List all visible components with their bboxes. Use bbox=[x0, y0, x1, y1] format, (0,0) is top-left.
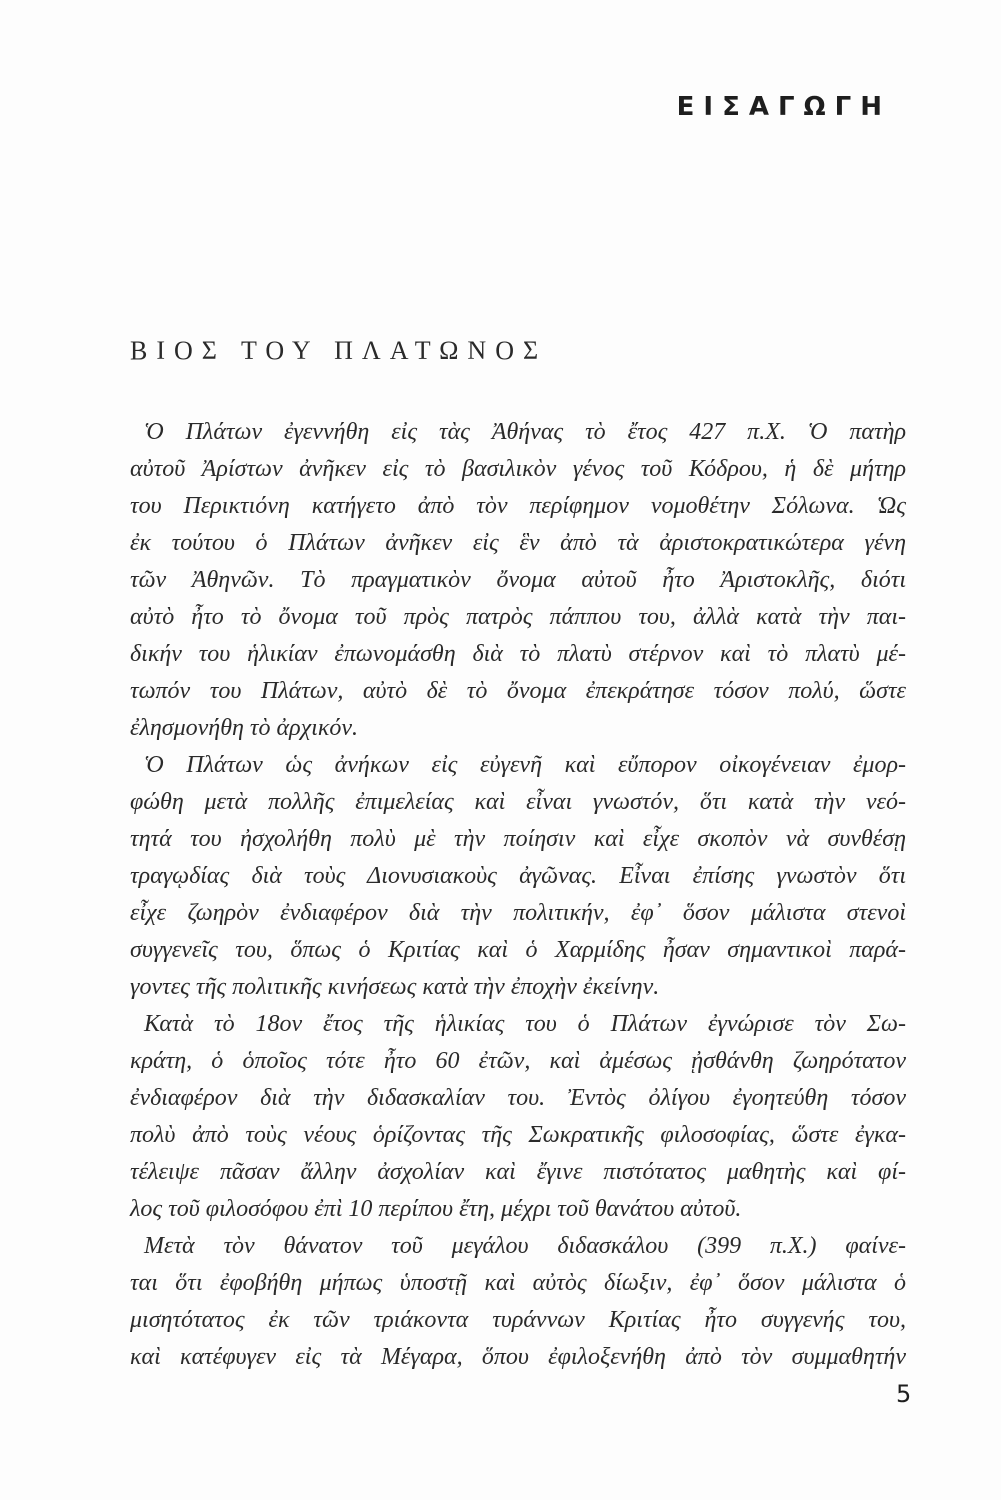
text-line: τητά του ἠσχολήθη πολὺ μὲ τὴν ποίησιν καὶ εἶχε σκοπὸν νὰ συνθέσῃ bbox=[130, 826, 906, 852]
text-line: του Περικτιόνη κατήγετο ἀπὸ τὸν περίφημον νομοθέτην Σόλωνα. Ὡς bbox=[130, 493, 906, 519]
text-line: Ὁ Πλάτων ὡς ἀνήκων εἰς εὐγενῆ καὶ εὔπορον οἰκογένειαν ἐμορ- bbox=[144, 752, 906, 778]
text-line: τραγῳδίας διὰ τοὺς Διονυσιακοὺς ἀγῶνας. Εἶναι ἐπίσης γνωστὸν ὅτι bbox=[130, 863, 906, 889]
text-line: τωπόν του Πλάτων, αὐτὸ δὲ τὸ ὄνομα ἐπεκράτησε τόσον πολύ, ὥστε bbox=[130, 678, 906, 704]
text-line: Ὁ Πλάτων ἐγεννήθη εἰς τὰς Ἀθήνας τὸ ἔτος 427 π.Χ. Ὁ πατὴρ bbox=[144, 419, 906, 445]
body-text bbox=[130, 414, 906, 1376]
section-title: ΒΙΟΣ ΤΟΥ ΠΛΑΤΩΝΟΣ bbox=[130, 336, 548, 365]
text-line: ἐκ τούτου ὁ Πλάτων ἀνῆκεν εἰς ἓν ἀπὸ τὰ ἀριστοκρατικώτερα γένη bbox=[130, 530, 906, 556]
text-line: φώθη μετὰ πολλῆς ἐπιμελείας καὶ εἶναι γνωστόν, ὅτι κατὰ τὴν νεό- bbox=[130, 789, 906, 815]
text-line: κράτη, ὁ ὁποῖος τότε ἦτο 60 ἐτῶν, καὶ ἀμέσως ᾐσθάνθη ζωηρότατον bbox=[130, 1048, 906, 1074]
text-line: Μετὰ τὸν θάνατον τοῦ μεγάλου διδασκάλου (399 π.Χ.) φαίνε- bbox=[144, 1233, 906, 1259]
text-line: αὐτὸ ἦτο τὸ ὄνομα τοῦ πρὸς πατρὸς πάππου του, ἀλλὰ κατὰ τὴν παι- bbox=[130, 604, 906, 630]
text-line: γοντες τῆς πολιτικῆς κινήσεως κατὰ τὴν ἐποχὴν ἐκείνην. bbox=[130, 974, 660, 1000]
text-line: μισητότατος ἐκ τῶν τριάκοντα τυράννων Κριτίας ἦτο συγγενής του, bbox=[130, 1307, 906, 1333]
text-line: δικήν του ἡλικίαν ἐπωνομάσθη διὰ τὸ πλατὺ στέρνον καὶ τὸ πλατὺ μέ- bbox=[130, 641, 906, 667]
text-line: Κατὰ τὸ 18ον ἔτος τῆς ἡλικίας του ὁ Πλάτων ἐγνώρισε τὸν Σω- bbox=[144, 1011, 906, 1037]
text-line: λος τοῦ φιλοσόφου ἐπὶ 10 περίπου ἔτη, μέχρι τοῦ θανάτου αὐτοῦ. bbox=[130, 1196, 742, 1222]
text-line: συγγενεῖς του, ὅπως ὁ Κριτίας καὶ ὁ Χαρμίδης ἦσαν σημαντικοὶ παρά- bbox=[130, 937, 906, 963]
text-line: τέλειψε πᾶσαν ἄλλην ἀσχολίαν καὶ ἔγινε πιστότατος μαθητὴς καὶ φί- bbox=[130, 1159, 906, 1185]
text-line: ἐνδιαφέρον διὰ τὴν διδασκαλίαν του. Ἐντὸς ὀλίγου ἐγοητεύθη τόσον bbox=[130, 1085, 906, 1111]
paragraph bbox=[130, 1006, 906, 1228]
text-line: ἐλησμονήθη τὸ ἀρχικόν. bbox=[130, 715, 358, 741]
page-number: 5 bbox=[896, 1380, 912, 1408]
text-line: εἶχε ζωηρὸν ἐνδιαφέρον διὰ τὴν πολιτικήν, ἐφ᾽ ὅσον μάλιστα στενοὶ bbox=[130, 900, 906, 926]
paragraph bbox=[130, 747, 906, 1006]
paragraph bbox=[130, 414, 906, 747]
paragraph bbox=[130, 1228, 906, 1376]
chapter-title: ΕΙΣΑΓΩΓΗ bbox=[676, 92, 891, 122]
text-line: τῶν Ἀθηνῶν. Τὸ πραγματικὸν ὄνομα αὐτοῦ ἦτο Ἀριστοκλῆς, διότι bbox=[130, 567, 906, 593]
text-line: καὶ κατέφυγεν εἰς τὰ Μέγαρα, ὅπου ἐφιλοξενήθη ἀπὸ τὸν συμμαθητήν bbox=[130, 1344, 906, 1370]
text-line: αὐτοῦ Ἀρίστων ἀνῆκεν εἰς τὸ βασιλικὸν γένος τοῦ Κόδρου, ἡ δὲ μήτηρ bbox=[130, 456, 906, 482]
text-line: ται ὅτι ἐφοβήθη μήπως ὑποστῇ καὶ αὐτὸς δίωξιν, ἐφ᾽ ὅσον μάλιστα ὁ bbox=[130, 1270, 906, 1296]
text-line: πολὺ ἀπὸ τοὺς νέους ὁρίζοντας τῆς Σωκρατικῆς φιλοσοφίας, ὥστε ἐγκα- bbox=[130, 1122, 906, 1148]
